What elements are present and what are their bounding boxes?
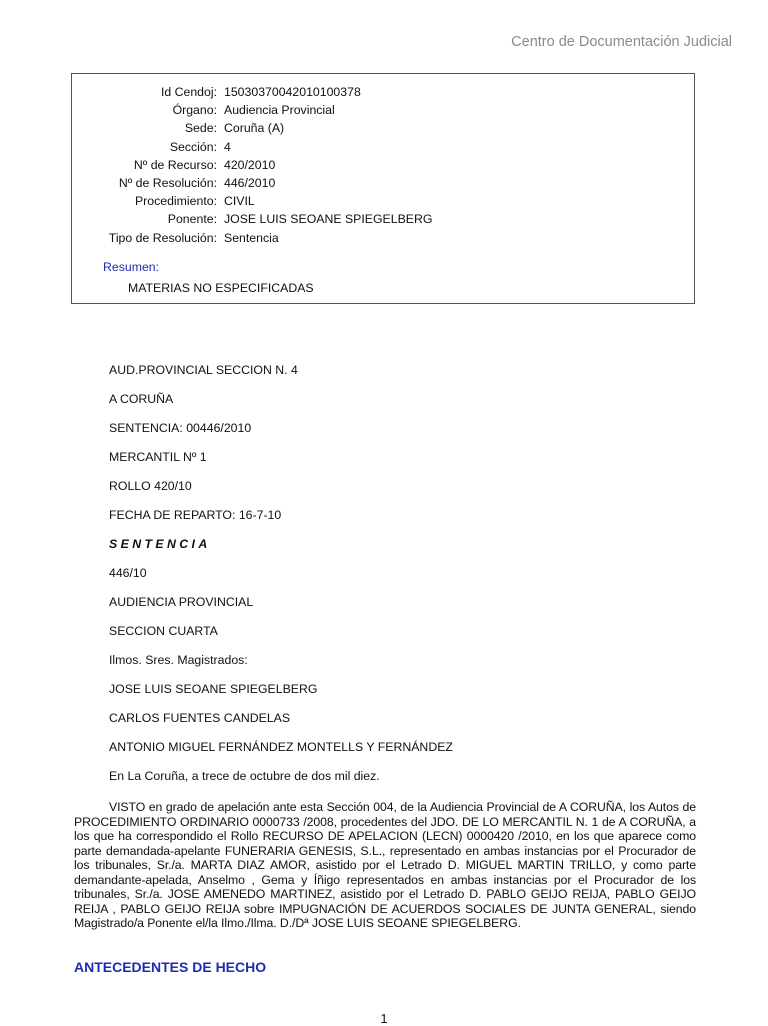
metadata-value: 4: [224, 139, 231, 154]
metadata-value: CIVIL: [224, 194, 255, 209]
court-name: AUD.PROVINCIAL SECCION N. 4: [109, 363, 298, 377]
metadata-row-tipo-resolucion: [72, 229, 432, 247]
metadata-label: Sede:: [184, 121, 217, 136]
metadata-row-organo: [72, 101, 432, 119]
resumen-text: MATERIAS NO ESPECIFICADAS: [128, 281, 314, 295]
metadata-value: Coruña (A): [224, 121, 285, 136]
section-label: SECCION CUARTA: [109, 624, 218, 638]
metadata-row-resolucion: [72, 174, 432, 192]
place-date: En La Coruña, a trece de octubre de dos mil diez.: [109, 769, 380, 783]
court-label: AUDIENCIA PROVINCIAL: [109, 595, 254, 609]
magistrate-name: CARLOS FUENTES CANDELAS: [109, 711, 291, 725]
short-number: 446/10: [109, 566, 147, 580]
city: A CORUÑA: [109, 392, 174, 406]
metadata-value: 15030370042010100378: [224, 85, 361, 99]
metadata-value: Audiencia Provincial: [224, 103, 335, 118]
metadata-value: 446/2010: [224, 175, 276, 190]
metadata-row-sede: [72, 119, 432, 137]
metadata-label: Órgano:: [172, 103, 217, 118]
antecedentes-heading: ANTECEDENTES DE HECHO: [74, 959, 267, 975]
metadata-label: Procedimiento:: [134, 194, 217, 209]
magistrate-name: JOSE LUIS SEOANE SPIEGELBERG: [109, 682, 318, 696]
sentencia-title: SENTENCIA: [109, 537, 211, 551]
rollo-number: ROLLO 420/10: [109, 479, 192, 493]
page-number: 1: [380, 1011, 388, 1026]
court-origin: MERCANTIL Nº 1: [109, 450, 207, 464]
metadata-row-recurso: [72, 156, 432, 174]
metadata-label: Nº de Resolución:: [118, 175, 217, 190]
metadata-label: Ponente:: [167, 212, 217, 227]
document-header-lines: [109, 362, 453, 797]
metadata-label: Id Cendoj:: [160, 85, 217, 99]
metadata-value: 420/2010: [224, 157, 276, 172]
metadata-row-ponente: [72, 210, 432, 228]
visto-paragraph: VISTO en grado de apelación ante esta Sección 004, de la Audiencia Provincial de A CORUÑA, los Autos de PROCEDIMIENTO ORDINARIO 0000733 /2008, procedentes del JDO. DE LO MERCANTIL N. 1 de A CORUÑA, a los que ha correspondido el Rollo RECURSO DE APELACION (LECN) 0000420 /2010, en los que aparece como parte demandada-apelante FUNERARIA GENESIS, S.L., representado en ambas instancias por el Procurador de los tribunales, Sr./a. MARTA DIAZ AMOR, asistido por el Letrado D. MIGUEL MARTIN TRILLO, y como parte demandante-apelada, Anselmo , Gema y Íñigo representados en ambas instancias por el Procurador de los tribunales, Sr./a. JOSE AMENEDO MARTINEZ, asistido por el Letrado D. PABLO GEIJO REIJA, PABLO GEIJO REIJA , PABLO GEIJO REIJA sobre IMPUGNACIÓN DE ACUERDOS SOCIALES DE JUNTA GENERAL, siendo Magistrado/a Ponente el/la Ilmo./Ilma. D./Dª JOSE LUIS SEOANE SPIEGELBERG.: [74, 800, 696, 930]
sentence-number: SENTENCIA: 00446/2010: [109, 421, 252, 435]
metadata-row-seccion: [72, 138, 432, 156]
reparto-date: FECHA DE REPARTO: 16-7-10: [109, 508, 282, 522]
metadata-label: Sección:: [169, 139, 217, 154]
magistrate-name: ANTONIO MIGUEL FERNÁNDEZ MONTELLS Y FERNÁNDEZ: [109, 740, 453, 754]
magistrates-heading: Ilmos. Sres. Magistrados:: [109, 653, 248, 667]
metadata-value: JOSE LUIS SEOANE SPIEGELBERG: [224, 212, 433, 227]
resumen-label: Resumen:: [103, 260, 160, 274]
metadata-list: [72, 83, 432, 247]
metadata-row-id-cendoj: [72, 83, 432, 101]
page-header-title: Centro de Documentación Judicial: [511, 34, 732, 50]
metadata-label: Tipo de Resolución:: [108, 230, 217, 245]
metadata-row-procedimiento: [72, 192, 432, 210]
metadata-box: [71, 73, 695, 304]
metadata-label: Nº de Recurso:: [133, 157, 217, 172]
metadata-value: Sentencia: [224, 230, 279, 245]
